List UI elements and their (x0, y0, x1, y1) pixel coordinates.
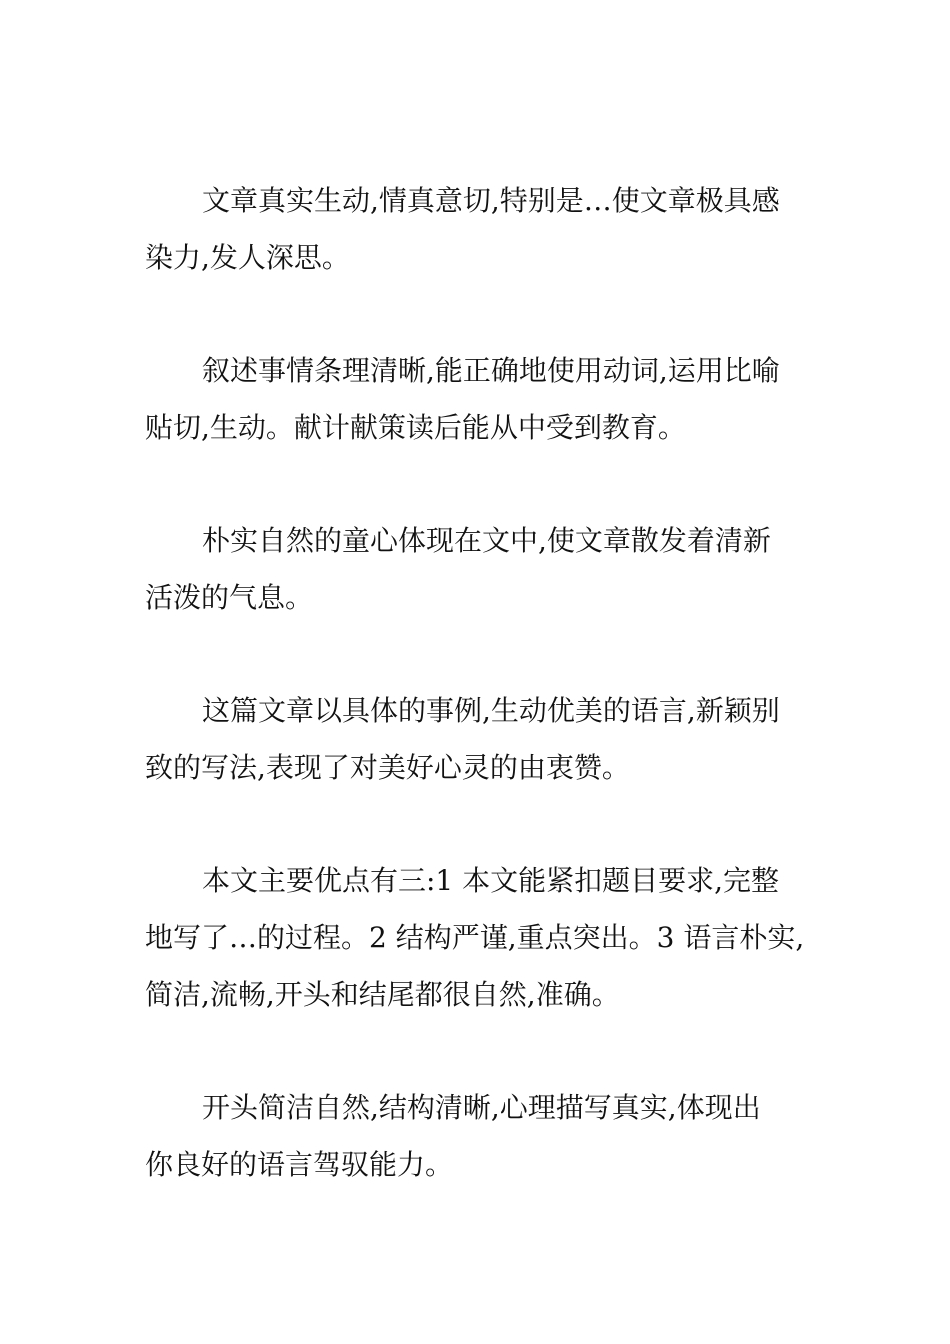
comment-paragraph-6 (145, 1079, 825, 1193)
comment-paragraph-4 (145, 682, 825, 796)
paragraph-line: 染力,发人深思。 (145, 241, 350, 274)
comment-paragraph-3 (145, 512, 825, 626)
paragraph-line: 文章真实生动,情真意切,特别是…使文章极具感 (202, 184, 780, 217)
document-body (145, 172, 825, 1249)
paragraph-line: 地写了…的过程。2 结构严谨,重点突出。3 语言朴实, (145, 921, 805, 954)
paragraph-line: 简洁,流畅,开头和结尾都很自然,准确。 (145, 978, 620, 1011)
paragraph-line: 致的写法,表现了对美好心灵的由衷赞。 (145, 751, 630, 784)
paragraph-line: 本文主要优点有三:1 本文能紧扣题目要求,完整 (202, 864, 780, 897)
paragraph-line: 朴实自然的童心体现在文中,使文章散发着清新 (202, 524, 771, 557)
paragraph-line: 活泼的气息。 (145, 581, 314, 614)
paragraph-line: 你良好的语言驾驭能力。 (145, 1148, 454, 1181)
paragraph-line: 开头简洁自然,结构清晰,心理描写真实,体现出 (202, 1091, 761, 1124)
paragraph-line: 这篇文章以具体的事例,生动优美的语言,新颖别 (202, 694, 780, 727)
comment-paragraph-5 (145, 852, 825, 1023)
paragraph-line: 叙述事情条理清晰,能正确地使用动词,运用比喻 (202, 354, 780, 387)
comment-paragraph-2 (145, 342, 825, 456)
comment-paragraph-1 (145, 172, 825, 286)
paragraph-line: 贴切,生动。献计献策读后能从中受到教育。 (145, 411, 686, 444)
